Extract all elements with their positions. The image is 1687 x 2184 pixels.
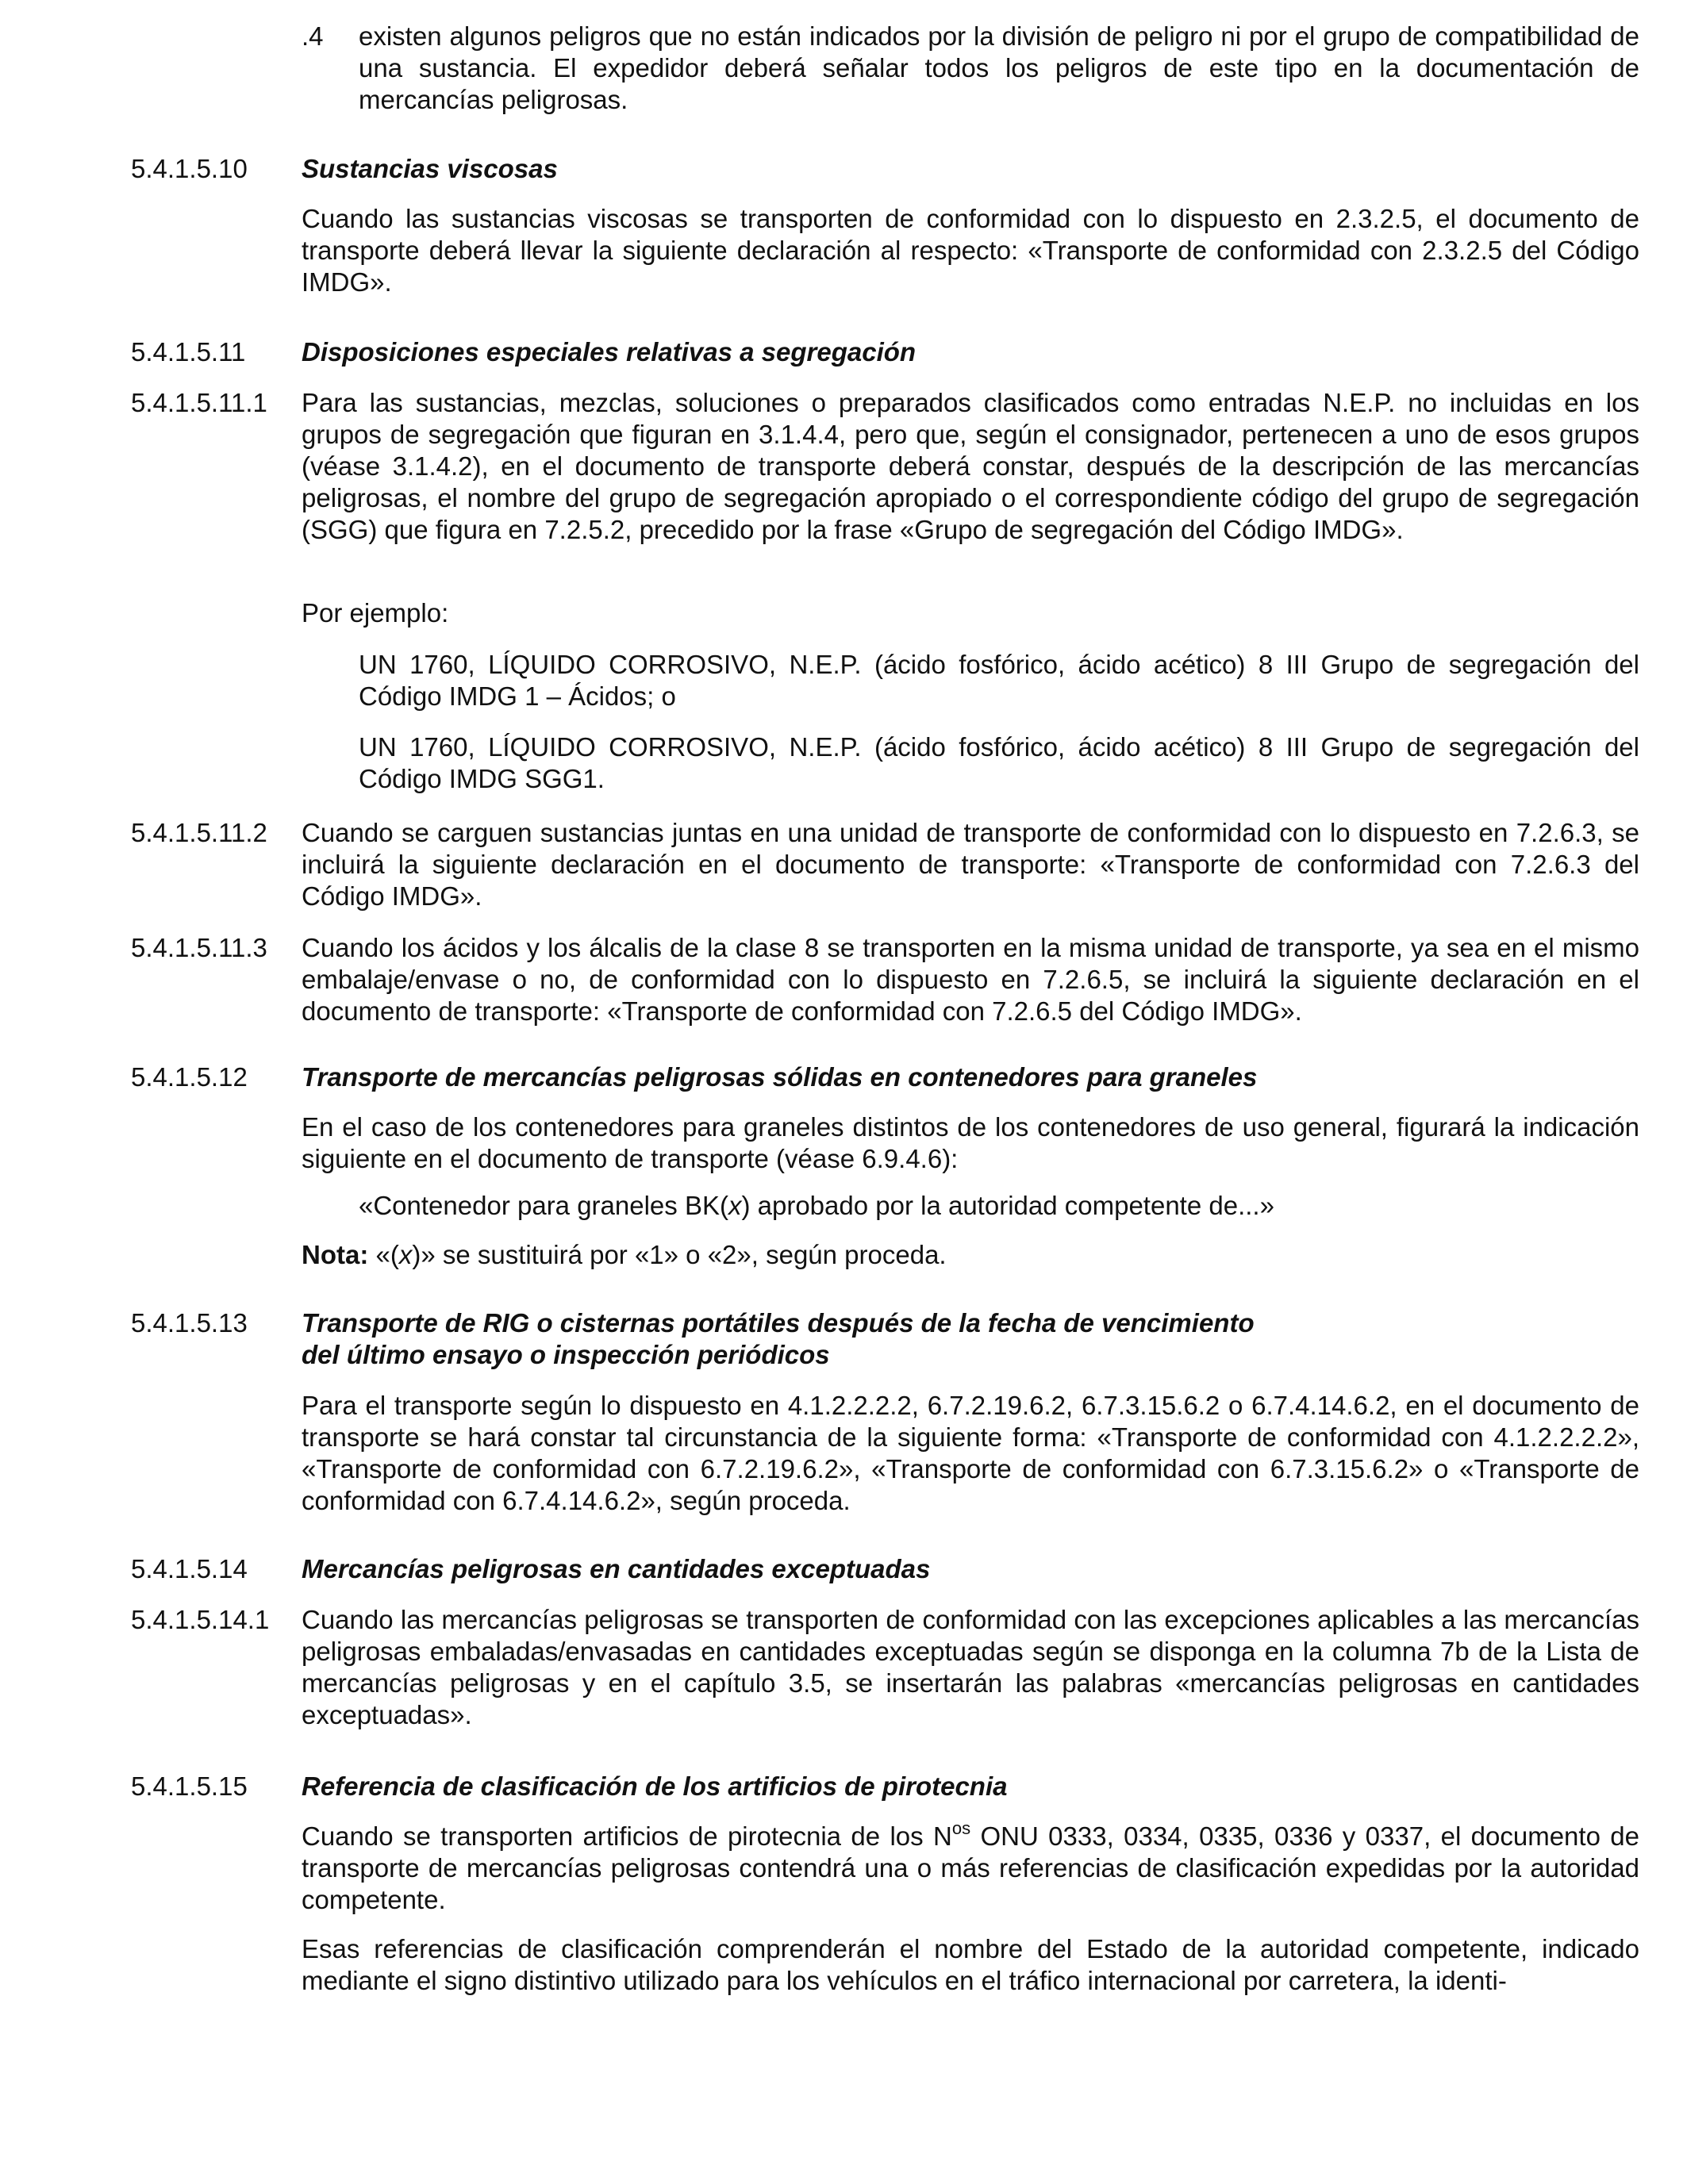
list-item-text: existen algunos peligros que no están indicados por la división de peligro ni por el grupo de compatibilidad de una sustancia. El expedidor deberá señalar todos los peligros de este tipo en la documentación de mercancías peligrosas. xyxy=(359,21,1639,114)
section-number-10: 5.4.1.5.10 xyxy=(131,154,248,183)
example-1: UN 1760, LÍQUIDO CORROSIVO, N.E.P. (ácido fosfórico, ácido acético) 8 III Grupo de segregación del Código IMDG 1 – Ácidos; o xyxy=(359,650,1639,711)
section-paragraph-11-2: Cuando se carguen sustancias juntas en una unidad de transporte de conformidad con lo dispuesto en 7.2.6.3, se incluirá la siguiente declaración en el documento de transporte: «Transporte de conformidad con 7.2.6.3 del Código IMDG». xyxy=(302,818,1639,911)
section-paragraph-15-continued: Esas referencias de clasificación comprenderán el nombre del Estado de la autoridad competente, indicado mediante el signo distintivo utilizado para los vehículos en el tráfico internacional por carretera, la identi- xyxy=(302,1934,1639,1995)
section-number-11-2: 5.4.1.5.11.2 xyxy=(131,818,267,847)
section-paragraph-14-1: Cuando las mercancías peligrosas se transporten de conformidad con las excepciones aplicables a las mercancías peligrosas embaladas/envasadas en cantidades exceptuadas según se disponga en la columna 7b de la Lista de mercancías peligrosas y en el capítulo 3.5, se insertarán las palabras «mercancías peligrosas en cantidades exceptuadas». xyxy=(302,1605,1639,1729)
note: Nota: «(x)» se sustituirá por «1» o «2», según proceda. xyxy=(302,1240,947,1269)
section-paragraph-11-1: Para las sustancias, mezclas, soluciones o preparados clasificados como entradas N.E.P. no incluidas en los grupos de segregación que figuran en 3.1.4.4, pero que, según el consignador, pertenecen a uno de esos grupos (véase 3.1.4.2), en el documento de transporte deberá constar, después de la descripción de las mercancías peligrosas, el nombre del grupo de segregación apropiado o el correspondiente código del grupo de segregación (SGG) que figura en 7.2.5.2, precedido por la frase «Grupo de segregación del Código IMDG». xyxy=(302,388,1639,544)
list-item-label: .4 xyxy=(302,21,324,51)
section-title-13: Transporte de RIG o cisternas portátiles después de la fecha de vencimiento del último ensayo o inspección periódicos xyxy=(302,1308,1255,1369)
section-number-13: 5.4.1.5.13 xyxy=(131,1308,248,1338)
example-2: UN 1760, LÍQUIDO CORROSIVO, N.E.P. (ácido fosfórico, ácido acético) 8 III Grupo de segregación del Código IMDG SGG1. xyxy=(359,732,1639,793)
section-number-14-1: 5.4.1.5.14.1 xyxy=(131,1605,270,1634)
section-title-11: Disposiciones especiales relativas a segregación xyxy=(302,337,917,367)
section-paragraph-10: Cuando las sustancias viscosas se transporten de conformidad con lo dispuesto en 2.3.2.5, el documento de transporte deberá llevar la siguiente declaración al respecto: «Transporte de conformidad con 2.3.2.5 del Código IMDG». xyxy=(302,204,1639,297)
section-title-10: Sustancias viscosas xyxy=(302,154,558,183)
example-intro: Por ejemplo: xyxy=(302,598,449,628)
section-paragraph-13: Para el transporte según lo dispuesto en 4.1.2.2.2.2, 6.7.2.19.6.2, 6.7.3.15.6.2 o 6.7.4.14.6.2, en el documento de transporte se hará constar tal circunstancia de la siguiente forma: «Transporte de conformidad con 4.1.2.2.2.2», «Transporte de conformidad con 6.7.2.19.6.2», «Transporte de conformidad con 6.7.3.15.6.2» o «Transporte de conformidad con 6.7.4.14.6.2», según proceda. xyxy=(302,1391,1639,1515)
section-number-14: 5.4.1.5.14 xyxy=(131,1554,248,1583)
section-number-15: 5.4.1.5.15 xyxy=(131,1771,248,1801)
section-number-11-1: 5.4.1.5.11.1 xyxy=(131,388,267,417)
section-paragraph-11-3: Cuando los ácidos y los álcalis de la clase 8 se transporten en la misma unidad de transporte, ya sea en el mismo embalaje/envase o no, de conformidad con lo dispuesto en 7.2.6.5, se incluirá la siguiente declaración en el documento de transporte: «Transporte de conformidad con 7.2.6.5 del Código IMDG». xyxy=(302,933,1639,1026)
section-paragraph-12: En el caso de los contenedores para graneles distintos de los contenedores de uso general, figurará la indicación siguiente en el documento de transporte (véase 6.9.4.6): xyxy=(302,1112,1639,1173)
quote-variable: x xyxy=(728,1191,742,1220)
note-label: Nota: xyxy=(302,1240,369,1269)
section-number-11: 5.4.1.5.11 xyxy=(131,337,246,367)
bulk-container-quote: «Contenedor para graneles BK(x) aprobado por la autoridad competente de...» xyxy=(359,1191,1274,1220)
section-number-11-3: 5.4.1.5.11.3 xyxy=(131,933,267,962)
section-number-12: 5.4.1.5.12 xyxy=(131,1062,248,1092)
section-title-14: Mercancías peligrosas en cantidades exceptuadas xyxy=(302,1554,931,1583)
section-paragraph-15: Cuando se transporten artificios de pirotecnia de los $N^{os}$ ONU 0333, 0334, 0335, 0336 y 0337, el documento de transporte de mercancías peligrosas contendrá una o más referencias de clasificación expedidas por la autoridad competente. xyxy=(302,1818,1639,1914)
section-title-12: Transporte de mercancías peligrosas sólidas en contenedores para graneles xyxy=(302,1062,1258,1092)
note-variable: x xyxy=(398,1240,413,1269)
section-title-15: Referencia de clasificación de los artificios de pirotecnia xyxy=(302,1771,1008,1801)
